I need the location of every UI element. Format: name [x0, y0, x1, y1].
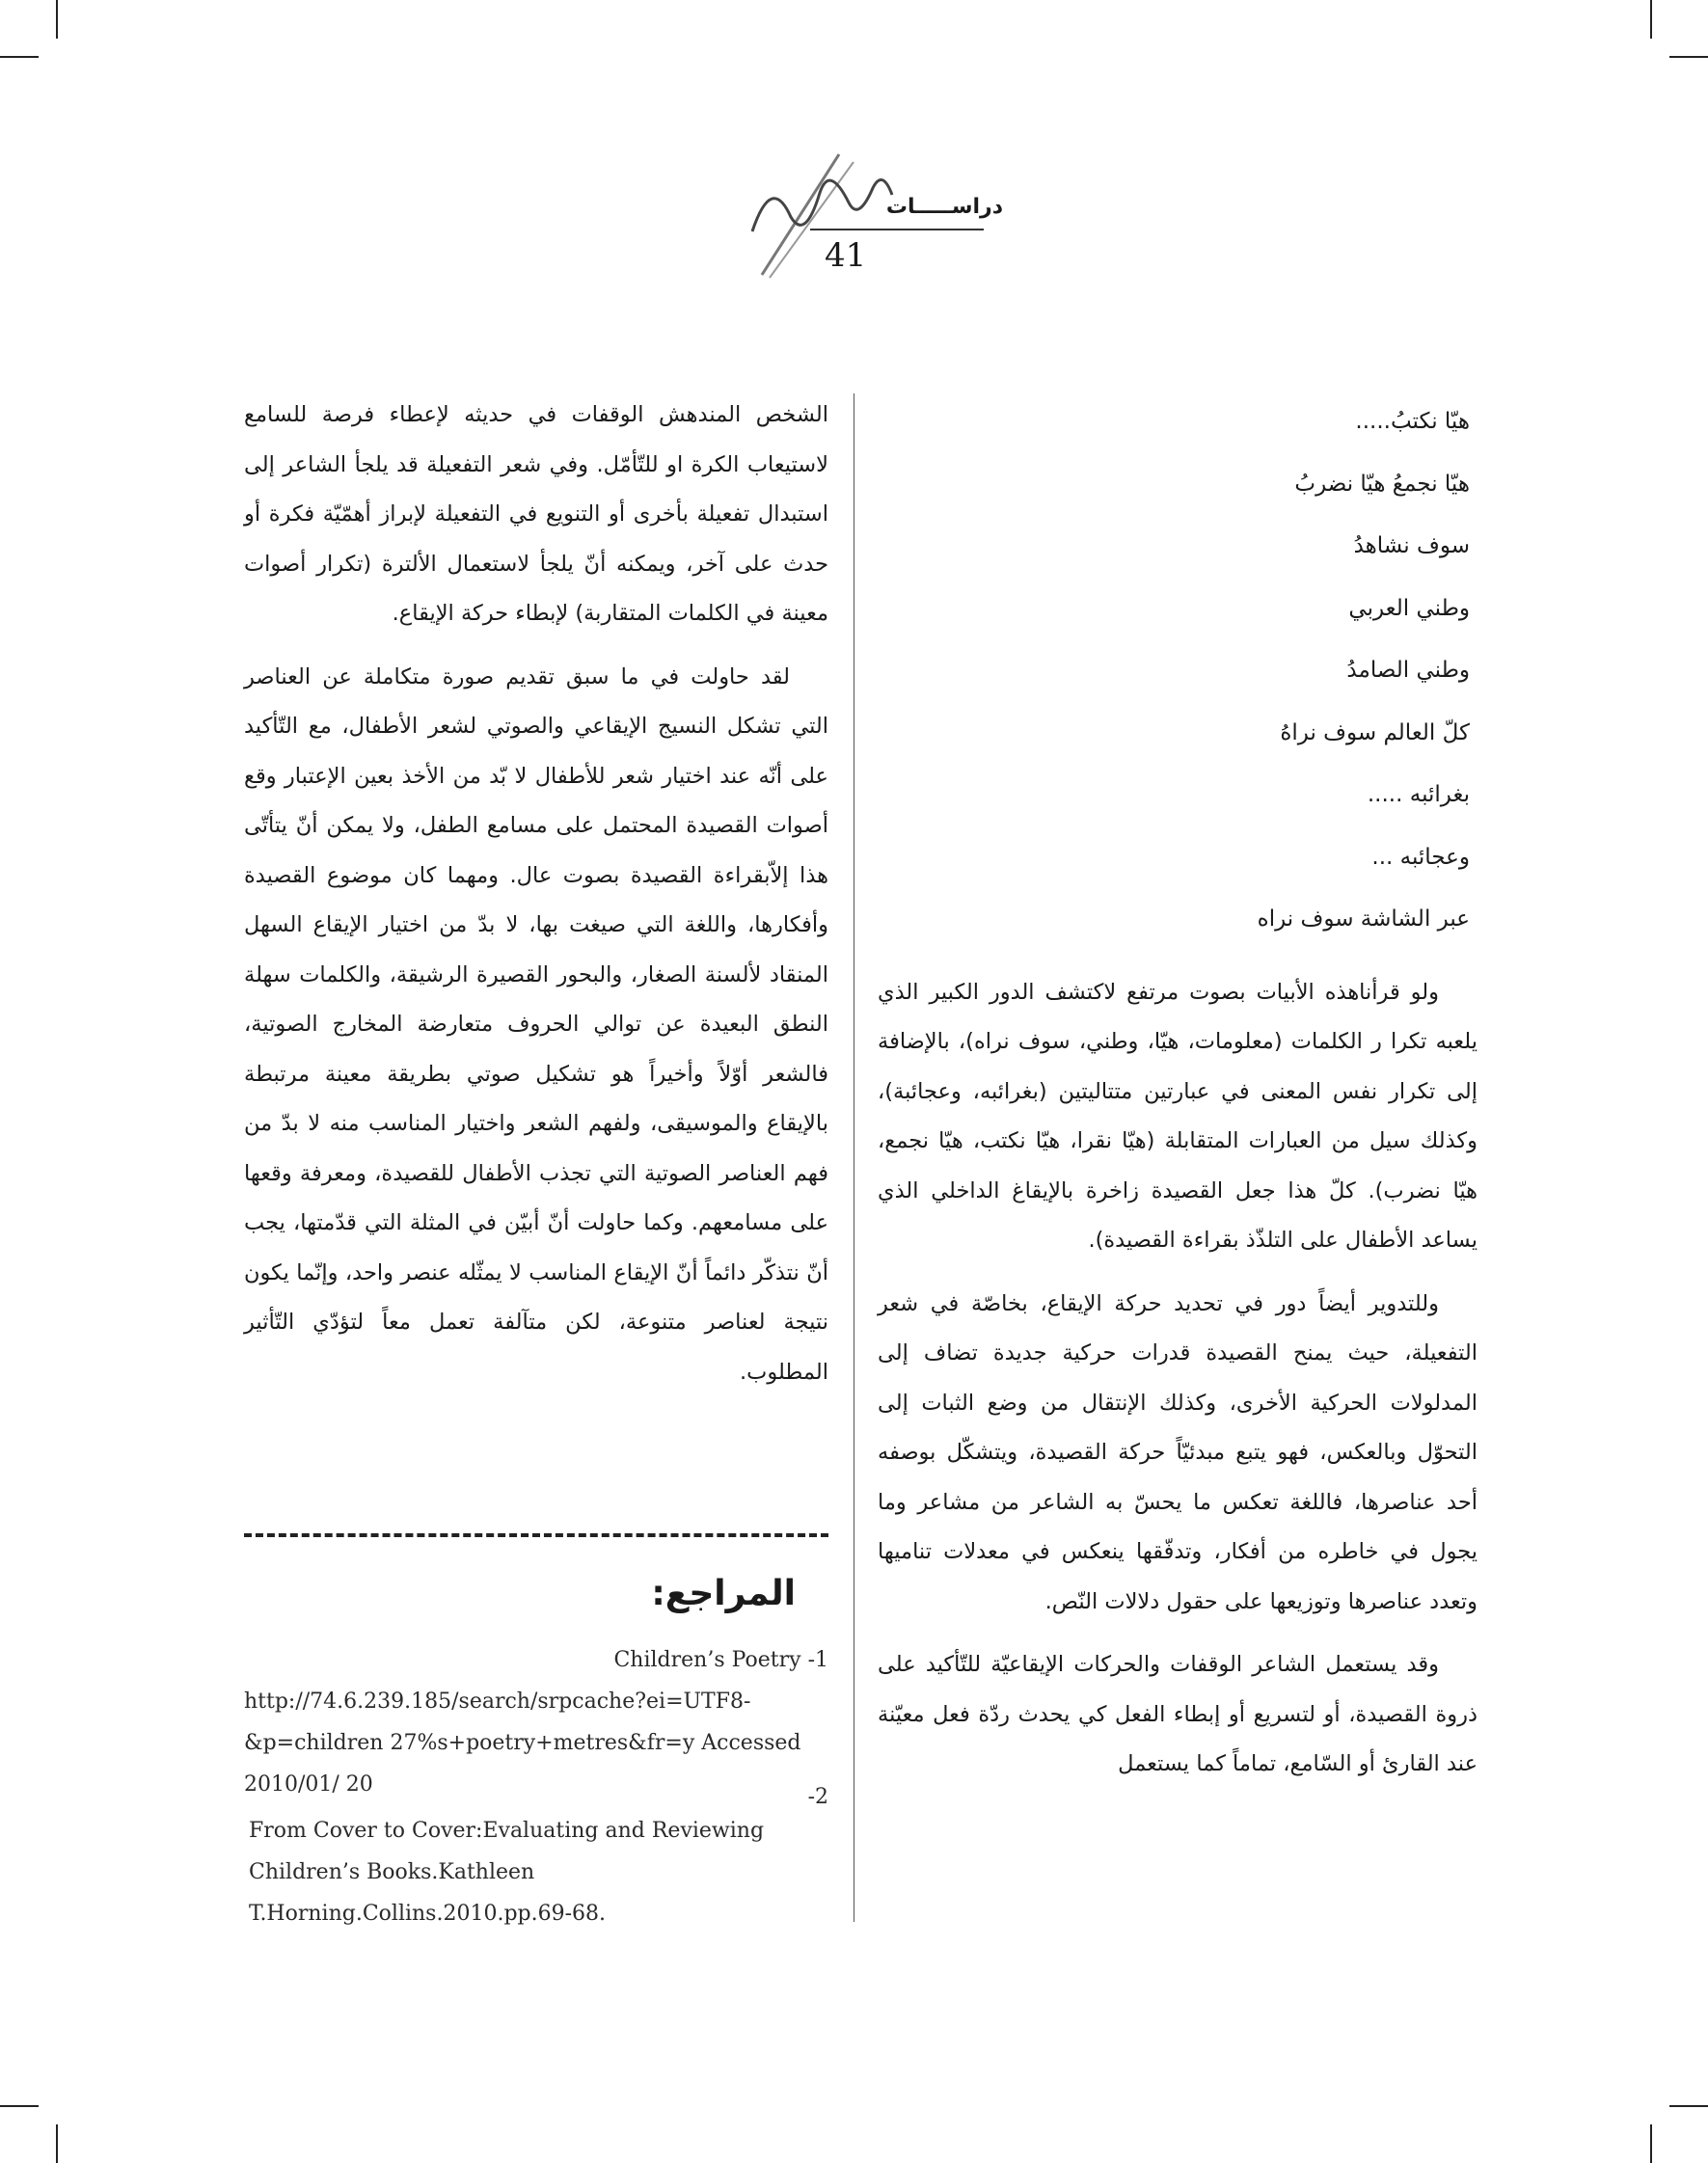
poem-line: كلّ العالم سوف نراهُ — [1280, 719, 1470, 745]
dashed-separator — [244, 1533, 828, 1537]
crop-mark — [56, 0, 58, 39]
crop-mark — [56, 2124, 58, 2163]
poem-line: وطني العربي — [1348, 595, 1470, 621]
reference-label: Children’s Poetry -1 — [613, 1648, 828, 1672]
poem-line: هيّا نجمعُ هيّا نضربُ — [1294, 471, 1470, 497]
poem-line: بغرائبه ..... — [1367, 782, 1470, 807]
poem-line: وطني الصامدُ — [1346, 658, 1470, 683]
crop-mark — [0, 56, 39, 58]
crop-mark — [1650, 0, 1652, 39]
paragraph: ولو قرأناهذه الأبيات بصوت مرتفع لاكتشف الدور الكبير الذي يلعبه تكرا ر الكلمات (معلومات، هيّا، وطني، سوف نراه)، بالإضافة إلى تكرار نفس المعنى في عبارتين متتاليتين (بغرائبه، وعجائبة)، وكذلك سيل من العبارات المتقابلة (هيّا نقرا، هيّا نكتب، هيّا نجمع، هيّا نضرب). كلّ هذا جعل القصيدة زاخرة بالإيقاغ الداخلي الذي يساعد الأطفال على التلذّذ بقراءة القصيدة). — [878, 979, 1478, 1253]
crop-mark — [1669, 56, 1708, 58]
paragraph: وللتدوير أيضاً دور في تحديد حركة الإيقاع، بخاصّة في شعر التفعيلة، حيث يمنح القصيدة قدرات حركية جديدة تضاف إلى المدلولات الحركية الأخرى، وكذلك الإنتقال من وضع الثبات إلى التحوّل وبالعكس، فهو يتبع مبدئيّاً حركة القصيدة، ويتشكّل بوصفه أحد عناصرها، فاللغة تعكس ما يحسّ به الشاعر من مشاعر وما يجول في خاطره من أفكار، وتدفّقها ينعكس في معدلات تناميها وتعدد عناصرها وتوزيعها على حقول دلالات النّص. — [878, 1290, 1478, 1614]
reference-text: From Cover to Cover:Evaluating and Reviewing Children’s Books.Kathleen T.Horning.Collins.2010.pp.69-68. — [249, 1819, 765, 1926]
crop-mark — [0, 2105, 39, 2107]
reference-label: -2 — [807, 1785, 828, 1809]
poem-line: سوف نشاهدُ — [1353, 533, 1470, 558]
paragraph: وقد يستعمل الشاعر الوقفات والحركات الإيقاعيّة للتّأكيد على ذروة القصيدة، أو لتسريع أو إبطاء الفعل كي يحدث ردّة فعل معيّنة عند القارئ أو السّامع، تماماً كما يستعمل — [878, 1652, 1478, 1776]
crop-mark — [1650, 2124, 1652, 2163]
right-column — [878, 391, 1478, 1803]
left-column — [244, 391, 828, 1411]
poem — [878, 391, 1478, 951]
crop-mark — [1669, 2105, 1708, 2107]
page-number: 41 — [825, 236, 867, 275]
paragraph: الشخص المندهش الوقفات في حديثه لإعطاء فرصة للسامع لاستيعاب الكرة او للتّأمّل. وفي شعر التفعيلة قد يلجأ الشاعر إلى استبدال تفعيلة بأخرى أو التنويع في التفعيلة لإبراز أهمّيّة فكرة أو حدث على آخر، ويمكنه أنّ يلجأ لاستعمال الألترة (تكرار أصوات معينة في الكلمات المتقاربة) لإبطاء حركة الإيقاع. — [244, 402, 828, 626]
reference-url[interactable]: http://74.6.239.185/search/srpcache?ei=UTF8-&p=children 27%s+poetry+metres&fr=y Accessed 2010/01/ 20 — [244, 1690, 801, 1797]
references-title: المراجع: — [651, 1574, 796, 1613]
poem-line: وعجائبه ... — [1371, 844, 1470, 870]
poem-line: عبر الشاشة سوف نراه — [1257, 906, 1470, 932]
poem-line: هيّا نكتبُ..... — [1355, 409, 1470, 434]
paragraph: لقد حاولت في ما سبق تقديم صورة متكاملة عن العناصر التي تشكل النسيج الإيقاعي والصوتي لشعر الأطفال، مع التّأكيد على أنّه عند اختيار شعر للأطفال لا بّد من الأخذ بعين الإعتبار وقع أصوات القصيدة المحتمل على مسامع الطفل، ولا يمكن أنّ يتأتّى هذا إلاّبقراءة القصيدة بصوت عال. ومهما كان موضوع القصيدة وأفكارها، واللغة التي صيغت بها، لا بدّ من اختيار الإيقاع السهل المنقاد لألسنة الصغار، والبحور القصيرة الرشيقة، والكلمات سهلة النطق البعيدة عن توالي الحروف متعارضة المخارج الصوتية، فالشعر أوّلاً وأخيراً هو تشكيل صوتي بطريقة معينة مرتبطة بالإيقاع والموسيقى، ولفهم الشعر واختيار المناسب منه لا بدّ من فهم العناصر الصوتية التي تجذب الأطفال للقصيدة، ومعرفة وقعها على مسامعهم. وكما حاولت أنّ أبيّن في المثلة التي قدّمتها، يجب أنّ نتذكّر دائماً أنّ الإيقاع المناسب لا يمثّله عنصر واحد، وإنّما يكون نتيجة لعناصر متنوعة، لكن متآلفة تعمل معاً لتؤدّي التّأثير المطلوب. — [244, 663, 828, 1385]
page-header — [694, 135, 1003, 289]
section-title: دراســـــات — [885, 195, 1003, 219]
